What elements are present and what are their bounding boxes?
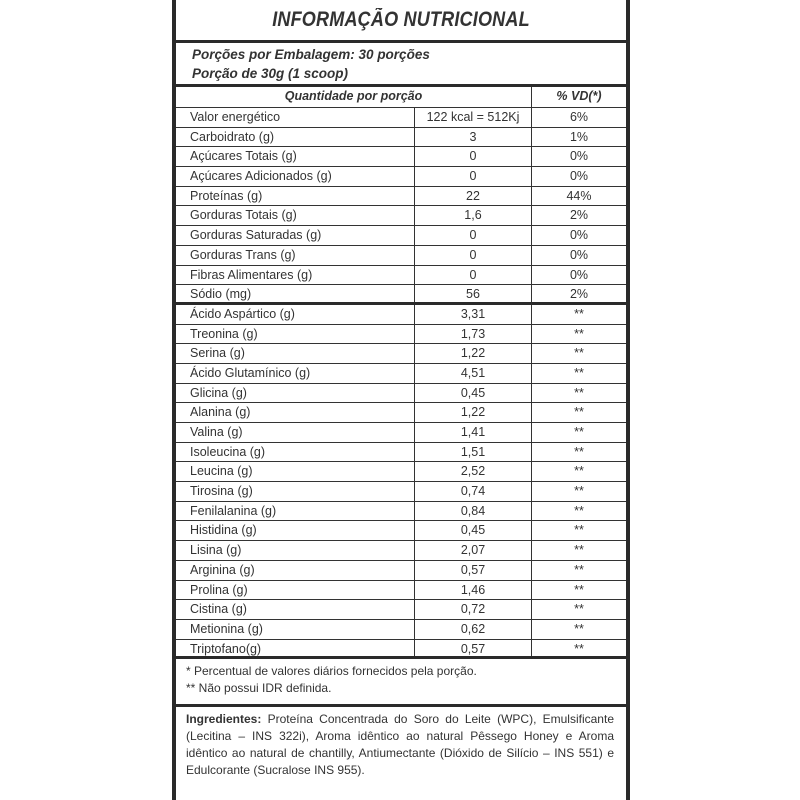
cell-amount: 0,84 — [414, 502, 532, 521]
cell-name: Histidina (g) — [190, 523, 257, 538]
cell-amount: 1,41 — [414, 423, 532, 442]
cell-dv: 1% — [569, 129, 589, 144]
table-row — [176, 423, 626, 443]
cell-name: Alanina (g) — [190, 405, 251, 420]
cell-amount: 22 — [414, 187, 532, 206]
cell-dv: ** — [574, 464, 584, 479]
cell-name: Ácido Aspártico (g) — [190, 306, 295, 321]
serving-size: Porção de 30g (1 scoop) — [192, 66, 349, 81]
cell-amount: 1,46 — [414, 581, 532, 600]
table-row — [176, 364, 626, 384]
cell-name: Prolina (g) — [190, 582, 248, 597]
ingredients-label: Ingredientes: — [186, 712, 262, 727]
cell-dv: ** — [574, 306, 584, 321]
table-row — [176, 384, 626, 404]
cell-name: Ácido Glutamínico (g) — [190, 365, 311, 380]
table-row — [176, 581, 626, 601]
cell-dv: ** — [574, 503, 584, 518]
cell-amount: 0 — [414, 246, 532, 265]
cell-dv: 0% — [569, 247, 589, 262]
cell-amount: 0,74 — [414, 482, 532, 501]
cell-dv: ** — [574, 523, 584, 538]
cell-name: Gorduras Totais (g) — [190, 208, 297, 223]
table-row — [176, 443, 626, 463]
cell-amount: 1,51 — [414, 443, 532, 462]
table-row — [176, 462, 626, 482]
cell-dv: ** — [574, 602, 584, 617]
cell-name: Fenilalanina (g) — [190, 503, 277, 518]
cell-amount: 0,62 — [414, 620, 532, 639]
cell-name: Leucina (g) — [190, 464, 253, 479]
table-row — [176, 502, 626, 522]
table-row — [176, 187, 626, 207]
cell-name: Gorduras Saturadas (g) — [190, 228, 322, 243]
cell-name: Lisina (g) — [190, 543, 242, 558]
cell-name: Triptofano(g) — [190, 641, 262, 656]
cell-dv: 0% — [569, 149, 589, 164]
cell-amount: 1,22 — [414, 344, 532, 363]
header-quantity: Quantidade por porção — [176, 87, 532, 107]
cell-name: Valor energético — [190, 110, 281, 124]
cell-dv: ** — [574, 484, 584, 499]
cell-name: Açúcares Adicionados (g) — [190, 169, 332, 184]
table-row — [176, 521, 626, 541]
cell-dv: 2% — [569, 287, 589, 302]
ingredients — [176, 707, 626, 779]
cell-amount: 1,6 — [414, 206, 532, 225]
table-row — [176, 226, 626, 246]
title-bar — [176, 0, 626, 43]
table-row — [176, 108, 626, 128]
cell-name: Gorduras Trans (g) — [190, 247, 296, 262]
cell-dv: ** — [574, 444, 584, 459]
table-row — [176, 640, 626, 660]
header-dv: % VD(*) — [556, 89, 602, 103]
footnote-idr: ** Não possui IDR definida. — [186, 681, 332, 696]
cell-amount: 0 — [414, 147, 532, 166]
cell-name: Açúcares Totais (g) — [190, 149, 297, 164]
nutrition-label — [172, 0, 630, 800]
cell-amount: 3,31 — [414, 305, 532, 324]
table-row — [176, 246, 626, 266]
cell-dv: ** — [574, 385, 584, 400]
table-row — [176, 305, 626, 325]
cell-dv: 0% — [569, 267, 589, 282]
amino-acid-rows — [176, 305, 626, 659]
cell-name: Metionina (g) — [190, 621, 263, 636]
cell-name: Arginina (g) — [190, 562, 255, 577]
table-row — [176, 600, 626, 620]
cell-name: Treonina (g) — [190, 326, 258, 341]
cell-name: Proteínas (g) — [190, 188, 263, 203]
cell-amount: 0 — [414, 226, 532, 245]
ingredients-text: Proteína Concentrada do Soro do Leite (WPC), Emulsificante (Lecitina – INS 322i), Aroma idêntico ao natural Pêssego Honey e Aroma idêntico ao natural de chantilly, Antiumectante (Dióxido de Silício – INS 551) e Edulcorante (Sucralose INS 955). — [186, 712, 614, 778]
cell-name: Valina (g) — [190, 425, 243, 439]
table-header — [176, 87, 626, 108]
cell-dv: ** — [574, 562, 584, 577]
table-row — [176, 344, 626, 364]
table-row — [176, 206, 626, 226]
cell-dv: ** — [574, 405, 584, 420]
cell-dv: ** — [574, 425, 584, 439]
cell-amount: 0,57 — [414, 561, 532, 580]
cell-dv: 2% — [569, 208, 589, 223]
cell-name: Cistina (g) — [190, 602, 247, 617]
cell-dv: ** — [574, 365, 584, 380]
cell-amount: 3 — [414, 128, 532, 147]
table-row — [176, 403, 626, 423]
cell-name: Fibras Alimentares (g) — [190, 267, 313, 282]
cell-name: Serina (g) — [190, 346, 245, 361]
table-row — [176, 620, 626, 640]
cell-dv: ** — [574, 346, 584, 361]
cell-amount: 0 — [414, 266, 532, 285]
table-row — [176, 541, 626, 561]
table-row — [176, 167, 626, 187]
serving-info — [176, 43, 626, 87]
cell-amount: 1,73 — [414, 325, 532, 344]
footnotes — [176, 659, 626, 707]
cell-amount: 0,57 — [414, 640, 532, 657]
nutrition-table — [176, 87, 626, 659]
cell-name: Glicina (g) — [190, 385, 247, 400]
cell-dv: 6% — [569, 110, 589, 124]
cell-amount: 2,52 — [414, 462, 532, 481]
cell-name: Sódio (mg) — [190, 287, 252, 302]
cell-name: Isoleucina (g) — [190, 444, 266, 459]
table-row — [176, 561, 626, 581]
table-row — [176, 285, 626, 305]
table-row — [176, 147, 626, 167]
cell-amount: 2,07 — [414, 541, 532, 560]
table-row — [176, 266, 626, 286]
table-row — [176, 482, 626, 502]
cell-dv: ** — [574, 326, 584, 341]
cell-dv: ** — [574, 641, 584, 656]
cell-dv: 0% — [569, 169, 589, 184]
footnote-dv: * Percentual de valores diários fornecidos pela porção. — [186, 664, 477, 679]
cell-amount: 0 — [414, 167, 532, 186]
label-title: INFORMAÇÃO NUTRICIONAL — [272, 8, 530, 31]
cell-amount: 122 kcal = 512Kj — [414, 108, 532, 127]
cell-amount: 0,45 — [414, 521, 532, 540]
cell-name: Carboidrato (g) — [190, 129, 275, 144]
cell-dv: 44% — [566, 188, 592, 203]
cell-amount: 1,22 — [414, 403, 532, 422]
cell-dv: 0% — [569, 228, 589, 243]
cell-dv: ** — [574, 621, 584, 636]
table-row — [176, 325, 626, 345]
cell-amount: 0,72 — [414, 600, 532, 619]
cell-amount: 56 — [414, 285, 532, 302]
cell-amount: 0,45 — [414, 384, 532, 403]
table-row — [176, 128, 626, 148]
servings-per-package: Porções por Embalagem: 30 porções — [192, 47, 430, 62]
cell-dv: ** — [574, 543, 584, 558]
cell-dv: ** — [574, 582, 584, 597]
cell-name: Tirosina (g) — [190, 484, 253, 499]
nutrient-rows — [176, 108, 626, 305]
cell-amount: 4,51 — [414, 364, 532, 383]
